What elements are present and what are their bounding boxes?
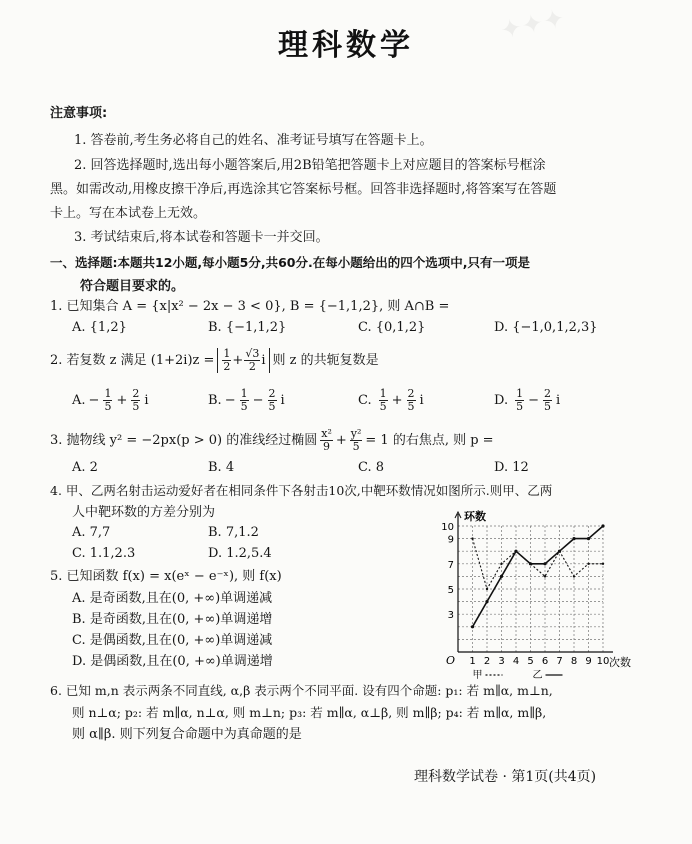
q4-option-c: C. 1.1,2.3 bbox=[72, 546, 136, 561]
data-point bbox=[514, 550, 517, 553]
x-tick-label: 3 bbox=[498, 656, 505, 667]
data-point bbox=[529, 562, 532, 565]
legend-label: 甲 bbox=[472, 670, 483, 681]
notice-item: 黑。如需改动,用橡皮擦干净后,再选涂其它答案标号框。回答非选择题时,将答案写在答题 bbox=[50, 182, 557, 197]
data-point bbox=[471, 625, 474, 628]
q1-option-d: D. {−1,0,1,2,3} bbox=[494, 320, 598, 335]
q2-option-d: D. $\frac{1}{5}$ − $\frac{2}{5}$ i bbox=[494, 387, 561, 413]
q3-frac-x: $\frac{\text{x²}}{9}$ bbox=[321, 427, 332, 453]
data-point bbox=[544, 575, 546, 577]
y-tick-label: 10 bbox=[441, 522, 454, 533]
q3-option-d: D. 12 bbox=[494, 460, 529, 475]
data-point bbox=[602, 563, 604, 565]
q1-option-c: C. {0,1,2} bbox=[358, 320, 426, 335]
data-point bbox=[601, 524, 604, 527]
x-tick-label: 6 bbox=[541, 656, 549, 667]
q2-abs-expression: $\frac{1}{2}$ + $\frac{√3}{2}$ i bbox=[217, 348, 269, 373]
q5-option-b: B. 是奇函数,且在(0, +∞)单调递增 bbox=[72, 612, 273, 627]
data-point bbox=[471, 537, 473, 539]
question-6-stem-end: 则 α∥β. 则下列复合命题中为真命题的是 bbox=[72, 727, 302, 742]
y-tick-label: 9 bbox=[447, 534, 454, 546]
section-heading: 一、选择题:本题共12小题,每小题5分,共60分.在每小题给出的四个选项中,只有一项是 bbox=[50, 255, 530, 270]
x-tick-label: 8 bbox=[570, 656, 578, 667]
q2-frac-1: $\frac{1}{2}$ bbox=[223, 347, 231, 373]
q2-option-a: A. − $\frac{1}{5}$ + $\frac{2}{5}$ i bbox=[72, 387, 149, 413]
question-4-stem-cont: 人中靶环数的方差分别为 bbox=[72, 505, 216, 520]
notice-heading: 注意事项: bbox=[50, 106, 108, 121]
page-title: 理科数学 bbox=[278, 28, 414, 63]
data-point bbox=[500, 575, 503, 578]
q3-frac-y: $\frac{\text{y²}}{5}$ bbox=[350, 427, 362, 453]
question-6-stem-cont: 则 n⊥α; p₂: 若 m∥α, n⊥α, 则 m⊥n; p₃: 若 m∥α, α⊥β, 则 m∥β; p₄: 若 m∥α, m∥β, bbox=[72, 705, 547, 720]
section-heading-cont: 符合题目要求的。 bbox=[80, 279, 185, 294]
y-tick-label: 5 bbox=[447, 585, 454, 596]
data-point bbox=[587, 563, 589, 565]
x-tick-label: 2 bbox=[483, 656, 491, 667]
q2-frac-2: $\frac{√3}{2}$ bbox=[245, 347, 260, 373]
question-6-stem: 6. 已知 m,n 表示两条不同直线, α,β 表示两个不同平面. 设有四个命题: p₁: 若 m∥α, m⊥n, bbox=[50, 683, 553, 698]
origin-label: O bbox=[446, 654, 456, 667]
data-point bbox=[486, 588, 488, 590]
question-2-stem bbox=[50, 348, 379, 373]
y-tick-label: 7 bbox=[447, 559, 454, 571]
x-tick-label: 4 bbox=[512, 656, 520, 667]
notice-item: 1. 答卷前,考生务必将自己的姓名、准考证号填写在答题卡上。 bbox=[74, 133, 433, 148]
question-4-stem: 4. 甲、乙两名射击运动爱好者在相同条件下各射击10次,中靶环数情况如图所示.则甲、乙两 bbox=[50, 483, 553, 498]
data-point bbox=[573, 575, 575, 577]
x-tick-label: 9 bbox=[585, 656, 592, 667]
q2-option-c: C. $\frac{1}{5}$ + $\frac{2}{5}$ i bbox=[358, 387, 424, 413]
data-point bbox=[587, 537, 590, 540]
notice-item: 2. 回答选择题时,选出每小题答案后,用2B铅笔把答题卡上对应题目的答案标号框涂 bbox=[74, 158, 546, 173]
q4-option-b: B. 7,1.2 bbox=[208, 525, 259, 540]
q5-option-c: C. 是偶函数,且在(0, +∞)单调递减 bbox=[72, 633, 273, 648]
y-axis-label: 环数 bbox=[464, 510, 486, 523]
question-5-stem: 5. 已知函数 f(x) = x(eˣ − e⁻ˣ), 则 f(x) bbox=[50, 569, 282, 584]
y-tick-label: 3 bbox=[447, 610, 454, 622]
notice-item: 3. 考试结束后,将本试卷和答题卡一并交回。 bbox=[74, 230, 329, 245]
x-tick-label: 5 bbox=[527, 656, 534, 667]
x-axis-label: 次数 bbox=[609, 656, 631, 669]
q3-option-b: B. 4 bbox=[208, 460, 235, 475]
question-3-stem: 3. 抛物线 y² = −2px(p > 0) 的准线经过椭圆 $\frac{\text{x²}}{9}$ + $\frac{\text{y²}}{5}$ = 1 的右焦点, 则 p = bbox=[50, 427, 494, 453]
x-tick-label: 7 bbox=[556, 656, 563, 667]
q2-stem-end: 则 z 的共轭复数是 bbox=[272, 352, 379, 368]
q5-option-a: A. 是奇函数,且在(0, +∞)单调递减 bbox=[72, 591, 273, 606]
x-tick-label: 10 bbox=[596, 656, 610, 667]
data-point bbox=[572, 537, 575, 540]
question-1-stem: 1. 已知集合 A = {x|x² − 2x − 3 < 0}, B = {−1,1,2}, 则 A∩B = bbox=[50, 299, 450, 314]
q2-option-b: B. − $\frac{1}{5}$ − $\frac{2}{5}$ i bbox=[208, 387, 285, 413]
notice-item: 卡上。写在本试卷上无效。 bbox=[50, 206, 207, 221]
x-tick-label: 1 bbox=[469, 656, 476, 667]
q3-option-c: C. 8 bbox=[358, 460, 385, 475]
q1-option-a: A. {1,2} bbox=[72, 320, 127, 335]
q3-option-a: A. 2 bbox=[72, 460, 98, 475]
q5-option-d: D. 是偶函数,且在(0, +∞)单调递增 bbox=[72, 654, 273, 669]
data-point bbox=[485, 600, 488, 603]
legend-label: 乙 bbox=[532, 670, 543, 681]
q4-option-d: D. 1.2,5.4 bbox=[208, 546, 272, 561]
data-point bbox=[500, 563, 502, 565]
q1-option-b: B. {−1,1,2} bbox=[208, 320, 287, 335]
q2-stem-start: 2. 若复数 z 满足 (1+2i)z = bbox=[50, 352, 215, 368]
data-point bbox=[543, 562, 546, 565]
watermark: ✦✦✦ bbox=[497, 3, 568, 47]
page-footer: 理科数学试卷 · 第1页(共4页) bbox=[414, 769, 597, 785]
data-point bbox=[558, 550, 561, 553]
shooting-score-chart bbox=[430, 500, 640, 685]
q4-option-a: A. 7,7 bbox=[72, 525, 111, 540]
